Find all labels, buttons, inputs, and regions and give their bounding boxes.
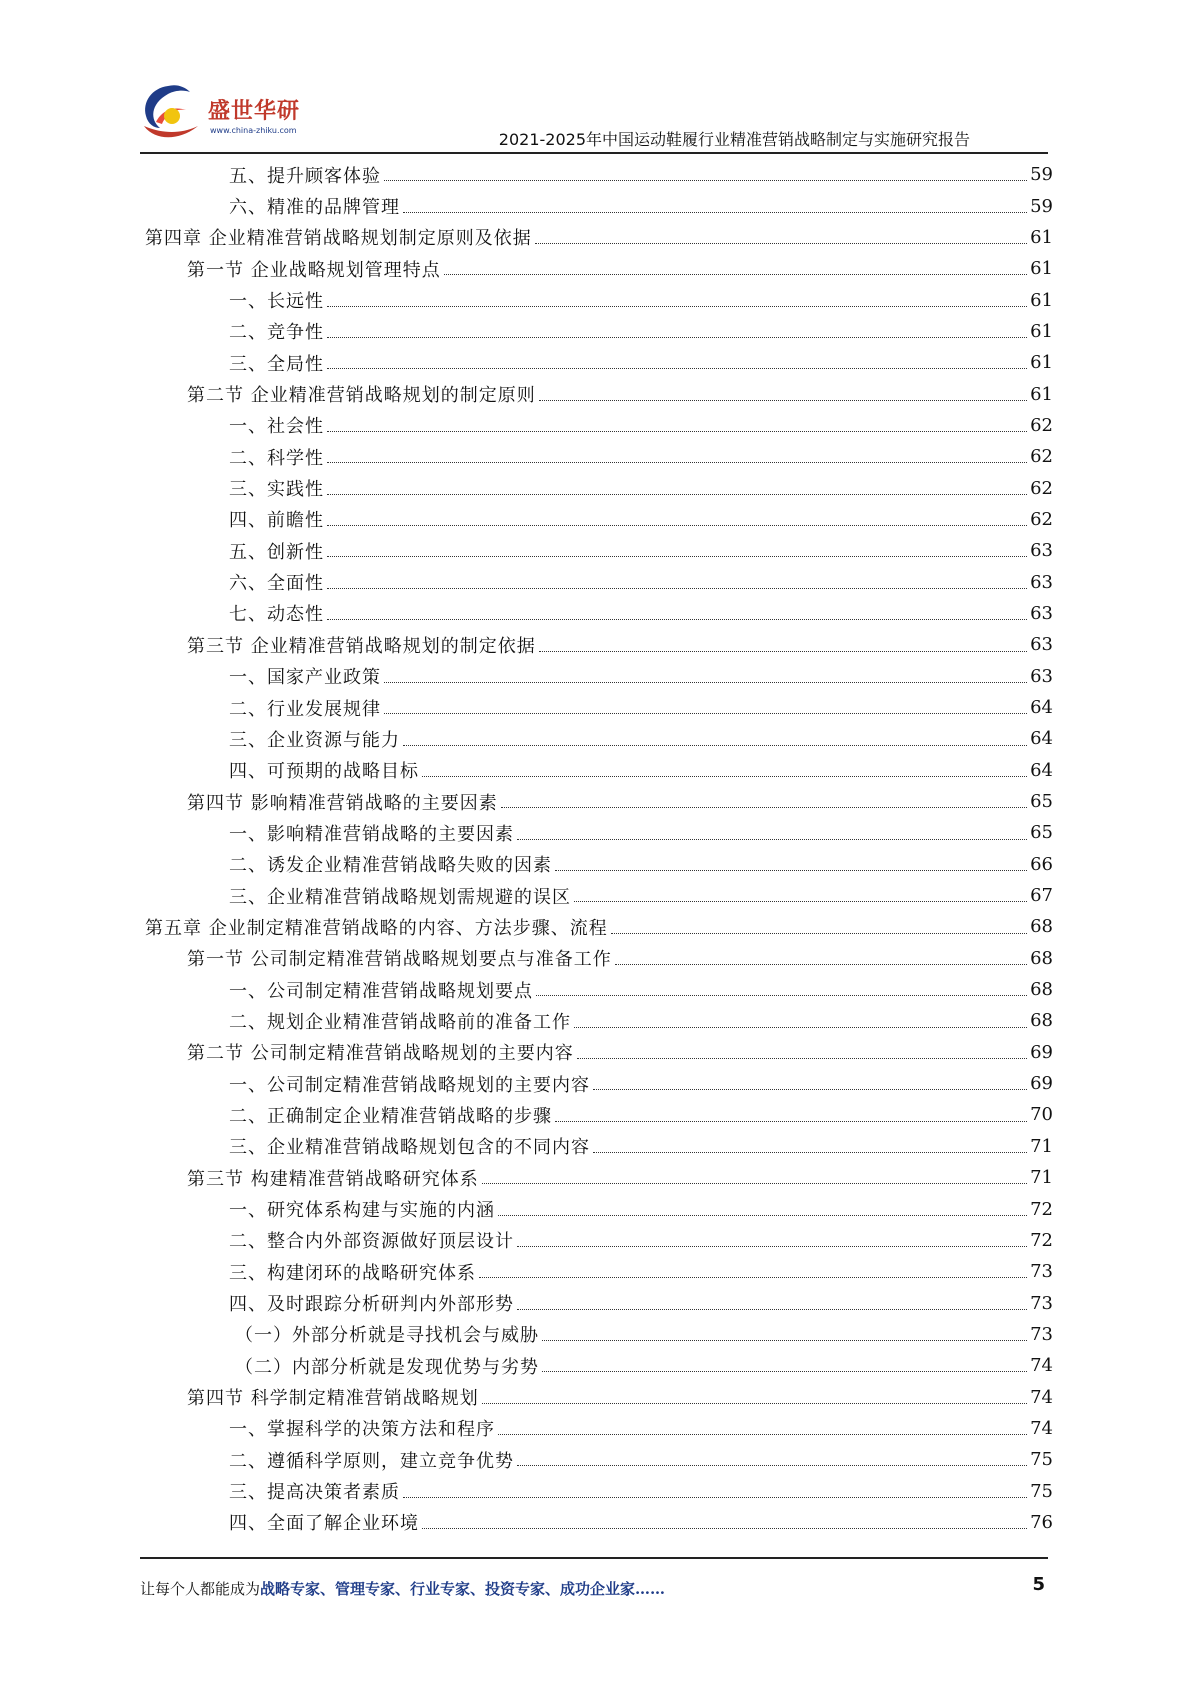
toc-dot-leader — [384, 681, 1027, 683]
toc-entry-title: 三、提高决策者素质 — [229, 1482, 400, 1504]
toc-entry[interactable] — [145, 849, 1053, 880]
toc-entry-title: 第五章 企业制定精准营销战略的内容、方法步骤、流程 — [145, 917, 608, 939]
toc-dot-leader — [539, 399, 1027, 401]
toc-entry[interactable] — [145, 441, 1053, 472]
toc-entry-page: 61 — [1030, 226, 1053, 248]
toc-entry[interactable] — [145, 598, 1053, 629]
toc-dot-leader — [611, 932, 1027, 934]
toc-entry[interactable] — [145, 692, 1053, 723]
toc-entry[interactable] — [145, 755, 1053, 786]
toc-entry[interactable] — [145, 347, 1053, 378]
toc-entry-page: 73 — [1030, 1261, 1053, 1283]
toc-entry-title: 第四章 企业精准营销战略规划制定原则及依据 — [145, 228, 532, 250]
toc-dot-leader — [482, 1182, 1027, 1184]
toc-entry-title: 第三节 构建精准营销战略研究体系 — [187, 1168, 479, 1190]
toc-dot-leader — [517, 1464, 1027, 1466]
toc-entry-page: 63 — [1030, 571, 1053, 593]
toc-entry-title: 第四节 影响精准营销战略的主要因素 — [187, 792, 498, 814]
header-divider — [140, 152, 1048, 154]
toc-entry-title: 四、全面了解企业环境 — [229, 1513, 419, 1535]
page-number: 5 — [1032, 1574, 1045, 1595]
toc-entry-page: 65 — [1030, 822, 1053, 844]
toc-entry[interactable] — [145, 1005, 1053, 1036]
toc-dot-leader — [444, 273, 1027, 275]
toc-entry-page: 75 — [1030, 1480, 1053, 1502]
toc-entry[interactable] — [145, 943, 1053, 974]
toc-entry-title: 二、科学性 — [229, 447, 324, 469]
toc-entry-title: 一、掌握科学的决策方法和程序 — [229, 1419, 495, 1441]
toc-dot-leader — [615, 963, 1027, 965]
toc-entry[interactable] — [145, 1099, 1053, 1130]
toc-entry-page: 64 — [1030, 728, 1053, 750]
toc-entry-title: 第二节 企业精准营销战略规划的制定原则 — [187, 385, 536, 407]
toc-dot-leader — [542, 1370, 1027, 1372]
toc-entry-page: 65 — [1030, 791, 1053, 813]
toc-entry-page: 64 — [1030, 759, 1053, 781]
toc-entry-page: 74 — [1030, 1417, 1053, 1439]
page-header — [0, 0, 1191, 160]
toc-entry[interactable] — [145, 1131, 1053, 1162]
toc-entry-title: 一、国家产业政策 — [229, 667, 381, 689]
toc-entry-title: 一、社会性 — [229, 416, 324, 438]
toc-dot-leader — [535, 242, 1027, 244]
toc-entry-title: 三、企业资源与能力 — [229, 729, 400, 751]
toc-dot-leader — [498, 1214, 1027, 1216]
toc-dot-leader — [327, 430, 1027, 432]
toc-entry-page: 76 — [1030, 1511, 1053, 1533]
toc-dot-leader — [482, 1402, 1027, 1404]
toc-entry[interactable] — [145, 661, 1053, 692]
toc-entry-title: 一、公司制定精准营销战略规划的主要内容 — [229, 1074, 590, 1096]
toc-entry[interactable] — [145, 817, 1053, 848]
toc-entry-page: 69 — [1030, 1041, 1053, 1063]
toc-entry[interactable] — [145, 1193, 1053, 1224]
toc-dot-leader — [517, 1308, 1027, 1310]
toc-entry-page: 62 — [1030, 508, 1053, 530]
toc-entry[interactable] — [145, 472, 1053, 503]
toc-entry-page: 74 — [1030, 1386, 1053, 1408]
toc-dot-leader — [577, 1057, 1027, 1059]
toc-dot-leader — [384, 179, 1027, 181]
toc-entry-page: 61 — [1030, 289, 1053, 311]
toc-entry-title: 二、正确制定企业精准营销战略的步骤 — [229, 1105, 552, 1127]
footer-slogan — [140, 1578, 665, 1599]
toc-entry[interactable] — [145, 410, 1053, 441]
toc-entry-page: 73 — [1030, 1323, 1053, 1345]
toc-entry[interactable] — [145, 1475, 1053, 1506]
toc-entry-title: 二、规划企业精准营销战略前的准备工作 — [229, 1011, 571, 1033]
toc-entry-title: 二、行业发展规律 — [229, 698, 381, 720]
toc-entry-title: 三、企业精准营销战略规划需规避的误区 — [229, 886, 571, 908]
toc-entry[interactable] — [145, 1068, 1053, 1099]
toc-entry-title: 四、前瞻性 — [229, 510, 324, 532]
toc-entry-page: 72 — [1030, 1198, 1053, 1220]
toc-dot-leader — [555, 1120, 1027, 1122]
toc-dot-leader — [327, 618, 1027, 620]
toc-dot-leader — [539, 650, 1027, 652]
toc-entry[interactable] — [145, 786, 1053, 817]
toc-entry[interactable] — [145, 1319, 1053, 1350]
toc-entry-title: 四、及时跟踪分析研判内外部形势 — [229, 1294, 514, 1316]
toc-entry-title: 三、全局性 — [229, 353, 324, 375]
toc-entry-title: 四、可预期的战略目标 — [229, 761, 419, 783]
toc-dot-leader — [501, 806, 1027, 808]
toc-entry-page: 68 — [1030, 979, 1053, 1001]
toc-entry[interactable] — [145, 190, 1053, 221]
toc-entry-title: 一、公司制定精准营销战略规划要点 — [229, 980, 533, 1002]
toc-dot-leader — [536, 994, 1027, 996]
toc-entry-title: 五、创新性 — [229, 541, 324, 563]
toc-entry-page: 62 — [1030, 477, 1053, 499]
toc-entry-page: 61 — [1030, 320, 1053, 342]
report-title: 2021-2025年中国运动鞋履行业精准营销战略制定与实施研究报告 — [498, 130, 970, 149]
toc-entry-title: 三、企业精准营销战略规划包含的不同内容 — [229, 1137, 590, 1159]
toc-dot-leader — [542, 1339, 1027, 1341]
toc-entry-title: 六、全面性 — [229, 573, 324, 595]
toc-dot-leader — [403, 1496, 1027, 1498]
toc-entry[interactable] — [145, 723, 1053, 754]
toc-entry-title: 七、动态性 — [229, 604, 324, 626]
toc-entry[interactable] — [145, 911, 1053, 942]
brand-url: www.china-zhiku.com — [210, 126, 297, 135]
toc-entry-page: 62 — [1030, 414, 1053, 436]
toc-entry[interactable] — [145, 1256, 1053, 1287]
toc-entry[interactable] — [145, 222, 1053, 253]
toc-entry[interactable] — [145, 253, 1053, 284]
toc-dot-leader — [327, 493, 1027, 495]
toc-entry-page: 69 — [1030, 1073, 1053, 1095]
toc-entry[interactable] — [145, 1444, 1053, 1475]
toc-entry-page: 68 — [1030, 916, 1053, 938]
toc-entry-title: 一、研究体系构建与实施的内涵 — [229, 1200, 495, 1222]
toc-entry-page: 70 — [1030, 1104, 1053, 1126]
toc-entry-title: 六、精准的品牌管理 — [229, 197, 400, 219]
toc-dot-leader — [574, 1026, 1027, 1028]
toc-entry[interactable] — [145, 504, 1053, 535]
toc-entry-page: 71 — [1030, 1167, 1053, 1189]
brand-name: 盛世华研 — [208, 99, 301, 124]
toc-entry-title: 第一节 企业战略规划管理特点 — [187, 259, 441, 281]
toc-entry-page: 74 — [1030, 1355, 1053, 1377]
toc-entry[interactable] — [145, 1287, 1053, 1318]
toc-entry-page: 68 — [1030, 1010, 1053, 1032]
toc-dot-leader — [327, 367, 1027, 369]
toc-entry-title: 第四节 科学制定精准营销战略规划 — [187, 1388, 479, 1410]
toc-entry[interactable] — [145, 974, 1053, 1005]
toc-entry[interactable] — [145, 1381, 1053, 1412]
toc-entry-title: 二、诱发企业精准营销战略失败的因素 — [229, 855, 552, 877]
toc-dot-leader — [593, 1088, 1027, 1090]
company-logo — [138, 82, 318, 144]
toc-entry-title: 二、遵循科学原则，建立竞争优势 — [229, 1450, 514, 1472]
toc-entry-title: （一）外部分析就是寻找机会与威胁 — [235, 1325, 539, 1347]
toc-entry[interactable] — [145, 566, 1053, 597]
toc-dot-leader — [422, 1527, 1027, 1529]
toc-dot-leader — [384, 712, 1027, 714]
toc-entry-page: 66 — [1030, 853, 1053, 875]
toc-dot-leader — [593, 1151, 1027, 1153]
toc-entry-title: （二）内部分析就是发现优势与劣势 — [235, 1356, 539, 1378]
toc-entry[interactable] — [145, 1507, 1053, 1538]
toc-entry-title: 第一节 公司制定精准营销战略规划要点与准备工作 — [187, 949, 612, 971]
toc-entry-page: 63 — [1030, 602, 1053, 624]
toc-entry-page: 61 — [1030, 258, 1053, 280]
toc-entry-title: 二、整合内外部资源做好顶层设计 — [229, 1231, 514, 1253]
toc-entry-title: 五、提升顾客体验 — [229, 165, 381, 187]
toc-dot-leader — [327, 461, 1027, 463]
toc-dot-leader — [403, 211, 1027, 213]
toc-entry-title: 第二节 公司制定精准营销战略规划的主要内容 — [187, 1043, 574, 1065]
toc-entry-title: 三、构建闭环的战略研究体系 — [229, 1262, 476, 1284]
toc-dot-leader — [517, 1245, 1027, 1247]
toc-entry-page: 61 — [1030, 352, 1053, 374]
toc-entry-page: 63 — [1030, 665, 1053, 687]
toc-entry-page: 67 — [1030, 885, 1053, 907]
toc-entry-page: 63 — [1030, 634, 1053, 656]
toc-dot-leader — [574, 900, 1027, 902]
footer-divider — [140, 1557, 1048, 1559]
toc-entry[interactable] — [145, 1037, 1053, 1068]
toc-entry-page: 62 — [1030, 446, 1053, 468]
toc-entry[interactable] — [145, 880, 1053, 911]
toc-dot-leader — [327, 555, 1027, 557]
toc-entry-page: 72 — [1030, 1229, 1053, 1251]
toc-entry-page: 61 — [1030, 383, 1053, 405]
toc-entry-title: 第三节 企业精准营销战略规划的制定依据 — [187, 635, 536, 657]
logo-swoosh-icon — [138, 82, 204, 144]
toc-dot-leader — [517, 838, 1027, 840]
toc-entry[interactable] — [145, 1225, 1053, 1256]
toc-entry[interactable] — [145, 1162, 1053, 1193]
toc-dot-leader — [327, 305, 1027, 307]
toc-entry-title: 二、竞争性 — [229, 322, 324, 344]
toc-entry-page: 64 — [1030, 697, 1053, 719]
toc-dot-leader — [422, 775, 1027, 777]
toc-dot-leader — [327, 336, 1027, 338]
toc-entry[interactable] — [145, 159, 1053, 190]
toc-dot-leader — [327, 524, 1027, 526]
toc-entry-page: 59 — [1030, 164, 1053, 186]
toc-entry-page: 75 — [1030, 1449, 1053, 1471]
toc-entry-title: 三、实践性 — [229, 479, 324, 501]
slogan-prefix: 让每个人都能成为 — [140, 1580, 261, 1598]
toc-entry-page: 68 — [1030, 947, 1053, 969]
toc-dot-leader — [479, 1276, 1027, 1278]
toc-entry-page: 59 — [1030, 195, 1053, 217]
toc-entry[interactable] — [145, 378, 1053, 409]
toc-entry[interactable] — [145, 1350, 1053, 1381]
toc-entry[interactable] — [145, 316, 1053, 347]
toc-entry-page: 63 — [1030, 540, 1053, 562]
toc-entry[interactable] — [145, 629, 1053, 660]
toc-entry[interactable] — [145, 1413, 1053, 1444]
table-of-contents — [145, 159, 1053, 1538]
toc-dot-leader — [498, 1433, 1027, 1435]
toc-entry-page: 73 — [1030, 1292, 1053, 1314]
toc-entry-title: 一、影响精准营销战略的主要因素 — [229, 823, 514, 845]
slogan-highlight: 战略专家、管理专家、行业专家、投资专家、成功企业家…… — [260, 1580, 666, 1598]
toc-entry-page: 71 — [1030, 1135, 1053, 1157]
toc-entry-title: 一、长远性 — [229, 291, 324, 313]
toc-dot-leader — [403, 744, 1027, 746]
toc-dot-leader — [555, 869, 1027, 871]
toc-entry[interactable] — [145, 284, 1053, 315]
toc-entry[interactable] — [145, 535, 1053, 566]
toc-dot-leader — [327, 587, 1027, 589]
